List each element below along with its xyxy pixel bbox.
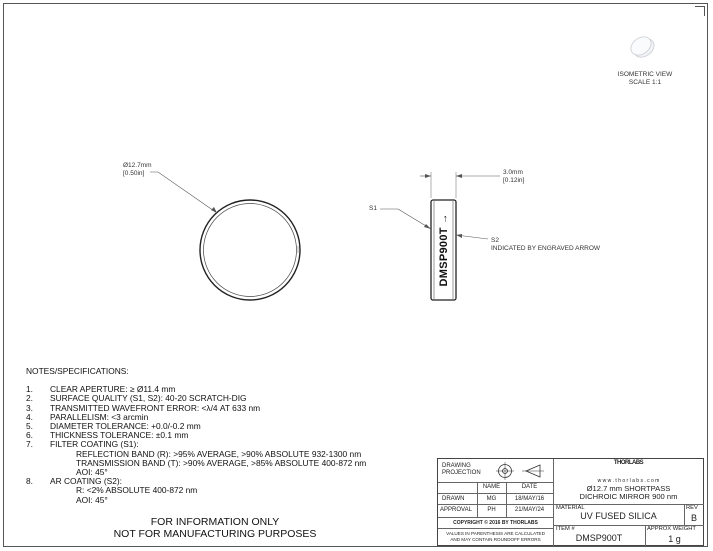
weight-header: APPROX WEIGHT	[647, 526, 696, 532]
description-line-1: Ø12.7 mm SHORTPASS	[586, 484, 671, 493]
engraving-text: DMSP900T	[438, 227, 450, 287]
item-number: DMSP900T	[575, 533, 623, 543]
s2-note: INDICATED BY ENGRAVED ARROW	[491, 245, 601, 252]
diameter-mm: Ø12.7mm	[123, 162, 152, 169]
note-number: 6.	[26, 430, 33, 441]
s1-label: S1	[369, 205, 377, 212]
notes-title: NOTES/SPECIFICATIONS:	[26, 366, 129, 376]
note-text: PARALLELISM: <3 arcmin	[50, 411, 149, 422]
drawn-label: DRAWN	[442, 496, 465, 502]
note-text: AR COATING (S2):	[50, 476, 122, 487]
note-text: SURFACE QUALITY (S1, S2): 40-20 SCRATCH-DIG	[50, 393, 247, 404]
note-sub-item: AOI: 45°	[76, 494, 108, 505]
diameter-in: [0.50in]	[123, 170, 145, 177]
material-header: MATERIAL	[556, 505, 585, 511]
thickness-in: [0.12in]	[503, 177, 525, 184]
approval-date: 21/MAY/24	[514, 507, 545, 513]
s2-callout	[491, 237, 600, 253]
description-line-2: DICHROIC MIRROR 900 nm	[579, 492, 678, 502]
note-number: 7.	[26, 439, 33, 450]
note-text: THICKNESS TOLERANCE: ±0.1 mm	[50, 430, 189, 441]
name-header: NAME	[482, 484, 501, 490]
note-number: 3.	[26, 402, 33, 413]
material-value: UV FUSED SILICA	[580, 511, 657, 521]
note-sub-item: TRANSMISSION BAND (T): >90% AVERAGE, >85% ABSOLUTE 400-872 nm	[76, 457, 367, 468]
front-view-outer-circle	[200, 200, 300, 300]
note-text: DIAMETER TOLERANCE: +0.0/-0.2 mm	[50, 421, 201, 432]
approval-name: PH	[487, 507, 496, 513]
website: w w w . t h o r l a b s . c o m	[597, 478, 660, 484]
thickness-mm: 3.0mm	[503, 169, 523, 176]
item-header: ITEM #	[556, 526, 575, 532]
diameter-leader	[150, 172, 217, 213]
values-note-line-2: AND MAY CONTAIN ROUNDOFF ERRORS	[450, 537, 541, 542]
disclaimer-line-1: FOR INFORMATION ONLY	[150, 516, 280, 528]
note-number: 5.	[26, 421, 33, 432]
front-view-inner-circle	[204, 204, 297, 297]
iso-title: ISOMETRIC VIEW	[617, 71, 673, 78]
thorlabs-logo: THORLABS	[613, 460, 644, 466]
note-text: CLEAR APERTURE: ≥ Ø11.4 mm	[50, 384, 176, 395]
approval-label: APPROVAL	[440, 507, 472, 513]
s2-label: S2	[491, 237, 499, 244]
weight-value: 1 g	[668, 534, 681, 544]
date-header: DATE	[521, 484, 538, 490]
drawn-date: 18/MAY/16	[514, 496, 545, 502]
drawn-name: MG	[486, 496, 497, 502]
iso-scale: SCALE 1:1	[628, 79, 662, 86]
note-sub-item: REFLECTION BAND (R): >95% AVERAGE, >90% ABSOLUTE 932-1300 nm	[76, 448, 362, 459]
values-note	[438, 531, 553, 543]
note-sub-item: R: <2% ABSOLUTE 400-872 nm	[76, 485, 198, 496]
note-text: FILTER COATING (S1):	[50, 439, 139, 450]
disclaimer-line-2: NOT FOR MANUFACTURING PURPOSES	[113, 528, 317, 540]
projection-symbol-icon	[496, 462, 548, 480]
note-number: 2.	[26, 393, 33, 404]
note-text: TRANSMITTED WAVEFRONT ERROR: <λ/4 AT 633 nm	[50, 402, 261, 413]
rev-header: REV	[686, 505, 698, 511]
note-sub-item: AOI: 45°	[76, 467, 108, 478]
notes-block	[26, 367, 366, 505]
note-number: 1.	[26, 384, 33, 395]
thickness-dimension	[503, 169, 524, 185]
note-number: 8.	[26, 476, 33, 487]
copyright: COPYRIGHT © 2016 BY THORLABS	[453, 520, 538, 526]
engraved-arrow-icon: →	[439, 213, 450, 224]
disclaimer	[110, 516, 320, 540]
values-note-line-1: VALUES IN PARENTHESIS ARE CALCULATED	[446, 531, 545, 536]
diameter-dimension	[123, 162, 152, 178]
part-description	[553, 485, 704, 502]
rev-value: B	[690, 513, 697, 523]
drawing-projection-label: DRAWING PROJECTION	[442, 463, 481, 476]
note-number: 4.	[26, 411, 33, 422]
title-block	[437, 458, 704, 546]
